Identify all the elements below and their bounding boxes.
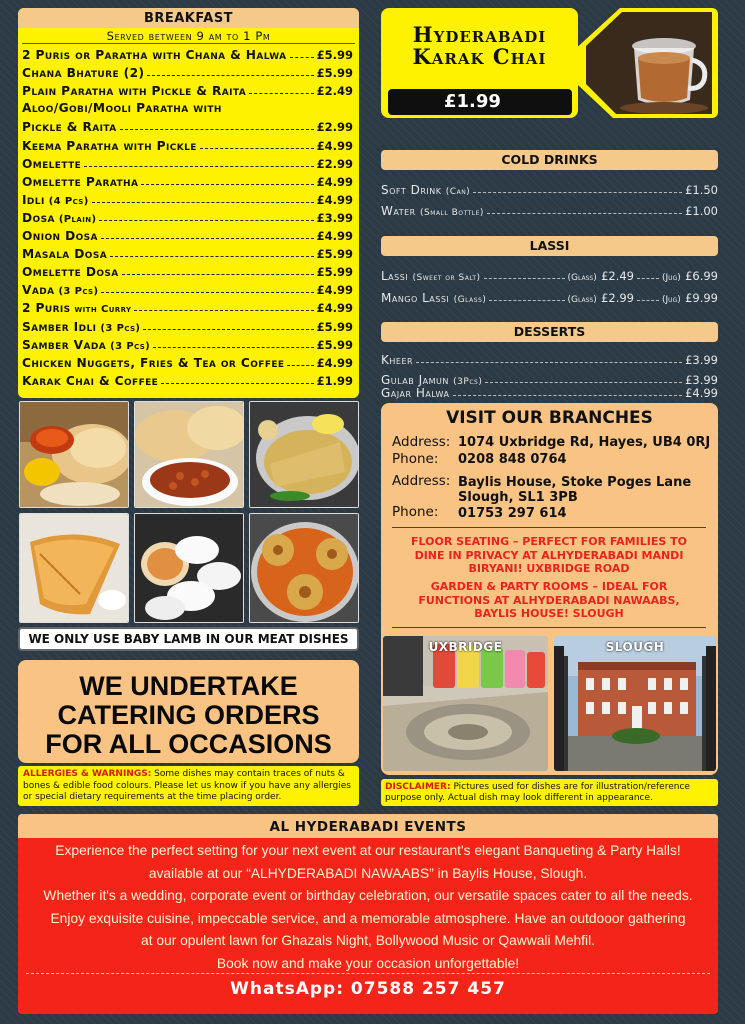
item-price: £4.99 [316,355,353,370]
item-name: Chicken Nuggets, Fries & Tea or Coffee [22,355,285,370]
uxbridge-branch-photo [383,636,548,771]
dot-leader [249,93,314,94]
events-line: Enjoy exquisite cuisine, impeccable service, and a memorable atmosphere. Have an outdooor gathering [50,910,686,926]
item-name: Vada [22,283,55,298]
menu-item [18,297,359,315]
uxbridge-address: 1074 Uxbridge Rd, Hayes, UB4 0RJ [458,435,711,450]
events-line: available at our “ALHYDERABADI NAWAABS” in Baylis House, Slough. [148,865,588,881]
jug-label: (Jug) [662,273,681,283]
glass-label: (Glass) [567,295,597,305]
baby-lamb-notice: WE ONLY USE BABY LAMB IN OUR MEAT DISHES [18,627,359,651]
karak-chai-title [381,24,578,68]
item-price: £5.99 [316,247,353,262]
allergies-text: Some dishes may contain traces of nuts & bones & edible food colours. Please let us know if you have any allergies or special dietary requirements at the time placing order. [23,769,351,802]
item-price: £1.99 [316,373,353,388]
item-price: £4.99 [316,192,353,207]
events-line: Whether it's a wedding, corporate event or birthday celebration, our versatile spaces cater to all the needs. [43,888,693,903]
item-price: £4.99 [316,138,353,153]
lassi-list [381,261,718,305]
item-note: (3 Pcs) [58,286,99,298]
disclaimer-text: Pictures used for dishes are for illustration/reference purpose only. Actual dish may look different in appearance. [385,782,690,804]
branches-title: VISIT OUR BRANCHES [446,408,653,428]
item-name: Water [381,204,416,218]
item-name: Keema Paratha with Pickle [22,138,197,153]
dot-leader [487,213,682,214]
breakfast-subtitle: Served between 9 am to 1 Pm [22,28,355,44]
menu-row [381,367,718,387]
phone-label: Phone: [392,451,439,467]
address-label: Address: [392,473,451,489]
glass-price: £2.99 [601,291,635,305]
dot-leader [122,274,314,275]
menu-item [18,189,359,207]
item-note: (3 Pcs) [100,322,141,334]
item-note: (Glass) [453,295,487,305]
breakfast-title: BREAKFAST [18,8,359,28]
events-title: AL HYDERABADI EVENTS [18,814,718,838]
item-price: £1.00 [685,204,718,218]
slough-branch-photo [554,636,716,771]
menu-item [18,243,359,261]
item-price: £2.99 [316,156,353,171]
item-name: Lassi [381,269,409,283]
dot-leader [147,75,313,76]
divider [392,627,706,628]
dot-leader [101,292,313,293]
idli-photo [134,513,244,623]
item-name: Samber Idli [22,319,97,334]
slough-photo-label: SLOUGH [605,640,665,654]
item-name: Gajar Halwa [381,387,450,400]
menu-item [18,370,359,388]
menu-item [18,261,359,279]
menu-item [18,153,359,171]
menu-item [18,225,359,243]
item-name: Idli [22,192,45,207]
lassi-header: LASSI [381,236,718,256]
item-name: Onion Dosa [22,229,98,244]
dot-leader [290,57,314,58]
menu-item [18,171,359,189]
glass-label: (Glass) [567,273,597,283]
cold-drinks-list [381,176,718,218]
karak-chai-title-line-1: Hyderabadi [412,22,547,47]
jug-price: £6.99 [685,269,718,283]
menu-row [381,197,718,218]
item-name: Chana Bhature (2) [22,66,145,81]
phone-label: Phone: [392,504,439,520]
disclaimer-label: DISCLAIMER: [385,782,451,792]
item-price: £2.99 [316,120,353,135]
dot-leader [473,192,682,193]
item-name: Omelette Dosa [22,265,119,280]
dot-leader [453,395,683,396]
item-note: (3Pcs) [453,377,483,387]
karak-chai-photo-frame [578,8,718,118]
dot-leader [161,383,313,384]
slough-address-line-1: Baylis House, Stoke Poges Lane [458,475,692,490]
menu-item [18,352,359,370]
item-price: £3.99 [316,210,353,225]
item-name: Masala Dosa [22,247,108,262]
events-divider [26,973,710,974]
jug-label: (Jug) [662,295,681,305]
menu-item [18,80,359,98]
dosa-photo [19,513,129,623]
sambar-vada-photo [249,513,359,623]
item-price: £5.99 [316,337,353,352]
item-price: £4.99 [316,174,353,189]
floor-seating-note: FLOOR SEATING – PERFECT FOR FAMILIES TO DINE IN PRIVACY AT ALHYDERABADI MANDI BIRYANI! UXBRIDGE ROAD [411,535,687,575]
garden-rooms-note: GARDEN & PARTY ROOMS – IDEAL FOR FUNCTIONS AT ALHYDERABADI NAWAABS, BAYLIS HOUSE! SLOUGH [418,580,680,620]
item-note: (3 Pcs) [110,340,151,352]
item-price: £4.99 [316,229,353,244]
catering-line-2: CATERING ORDERS [57,700,320,730]
desserts-list [381,347,718,400]
menu-item [18,279,359,297]
address-label: Address: [392,434,451,450]
item-name: 2 Puris [22,301,71,316]
dot-leader [110,256,314,257]
item-price: £4.99 [316,301,353,316]
item-price: £1.50 [685,183,718,197]
item-price: £3.99 [685,373,718,387]
item-name: Omelette Paratha [22,174,139,189]
menu-item [18,62,359,80]
item-note: (Can) [445,187,471,197]
item-name: Gulab Jamun [381,373,449,387]
catering-line-3: FOR ALL OCCASIONS [45,729,332,759]
menu-row [381,387,718,400]
uxbridge-photo-label: UXBRIDGE [428,640,503,654]
item-name: Pickle & Raita [22,120,117,135]
catering-banner [18,660,359,763]
allergies-warning [18,766,359,806]
slough-address-line-2: Slough, SL1 3PB [458,490,578,505]
dot-leader [134,310,313,311]
karak-chai-price: £1.99 [388,89,572,115]
item-note: (Sweet or Salt) [412,273,481,283]
menu-row [381,283,718,305]
menu-item [18,44,359,62]
paratha-photo [249,401,359,508]
breakfast-menu [18,8,359,398]
dot-leader [287,365,313,366]
item-note: (Small Bottle) [420,208,484,218]
dot-leader [637,300,659,301]
item-name: Karak Chai & Coffee [22,373,159,388]
dot-leader [485,382,682,383]
menu-row [381,347,718,367]
menu-item-wrapped-line: Aloo/Gobi/Mooli Paratha with [22,101,222,116]
menu-row [381,176,718,197]
events-line: at our opulent lawn for Ghazals Night, Bollywood Music or Qawwali Mehfil. [141,933,595,948]
dot-leader [92,202,314,203]
desserts-header: DESSERTS [381,322,718,342]
menu-item [18,207,359,225]
item-price: £3.99 [685,353,718,367]
dot-leader [200,148,314,149]
dot-leader [153,347,313,348]
item-price: £4.99 [685,387,718,400]
dot-leader [416,362,682,363]
item-name: Dosa [22,210,55,225]
breakfast-items [18,44,359,388]
menu-item [18,134,359,152]
menu-item [18,315,359,333]
dot-leader [637,278,659,279]
item-price: £5.99 [316,265,353,280]
dot-leader [84,166,313,167]
dot-leader [120,129,314,130]
menu-item [18,116,359,134]
events-line: Experience the perfect setting for your next event at our restaurant's elegant Banqueting & Party Halls! [55,843,681,858]
item-name: Mango Lassi [381,291,450,305]
item-note: with Curry [74,304,132,316]
menu-row [381,261,718,283]
dot-leader [99,220,313,221]
dot-leader [489,300,564,301]
uxbridge-phone[interactable]: 0208 848 0764 [458,452,567,467]
item-name: Plain Paratha with Pickle & Raita [22,84,247,99]
events-description [18,840,718,975]
glass-price: £2.49 [601,269,635,283]
menu-item [18,334,359,352]
dot-leader [484,278,565,279]
item-price: £5.99 [316,66,353,81]
item-name: Kheer [381,353,414,367]
item-name: Samber Vada [22,337,107,352]
events-line: Book now and make your occasion unforgettable! [216,955,520,971]
cold-drinks-header: COLD DRINKS [381,150,718,170]
karak-chai-title-line-2: Karak Chai [412,44,547,69]
item-name: Omelette [22,156,82,171]
dot-leader [101,238,314,239]
item-name: 2 Puris or Paratha with Chana & Halwa [22,48,287,63]
item-note: (Plain) [58,213,97,225]
dot-leader [141,184,313,185]
item-price: £5.99 [316,319,353,334]
item-note: (4 Pcs) [48,195,89,207]
item-name: Soft Drink [381,183,442,197]
item-price: £5.99 [316,48,353,63]
chole-puri-photo [134,401,244,508]
divider [392,527,706,528]
puri-chana-photo [19,401,129,508]
whatsapp-contact[interactable]: WhatsApp: 07588 257 457 [230,979,506,999]
item-price: £2.49 [316,84,353,99]
catering-line-1: WE UNDERTAKE [79,671,298,701]
slough-phone[interactable]: 01753 297 614 [458,506,567,521]
dot-leader [143,329,313,330]
jug-price: £9.99 [685,291,718,305]
disclaimer [381,779,718,806]
allergies-label: ALLERGIES & WARNINGS: [23,769,152,779]
item-price: £4.99 [316,283,353,298]
